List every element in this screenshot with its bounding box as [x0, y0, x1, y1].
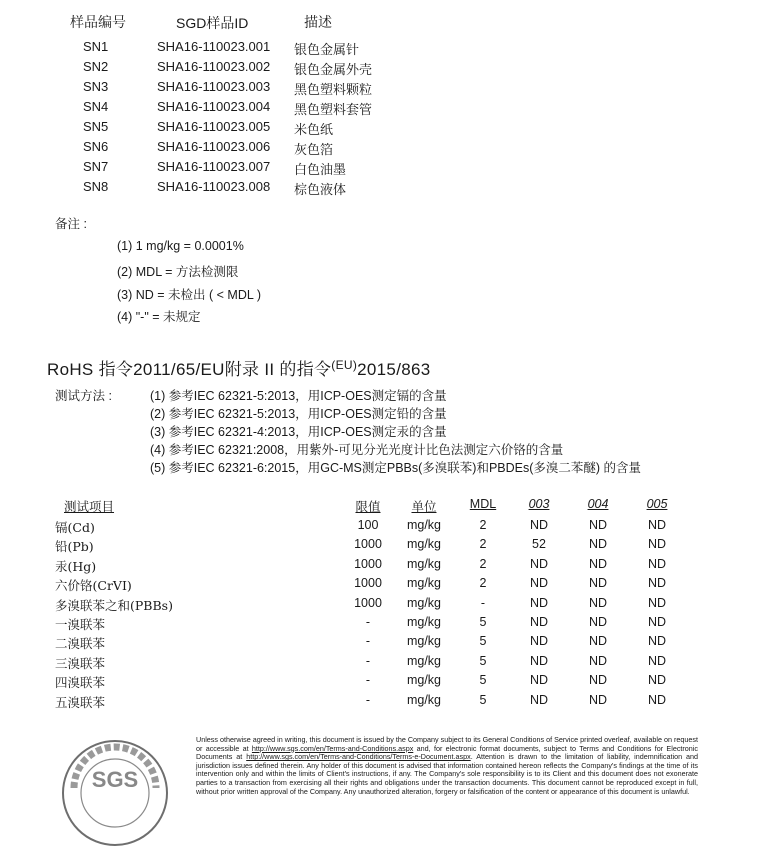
unit-value: mg/kg — [406, 518, 442, 532]
test-item: 铅(Pb) — [55, 539, 94, 555]
limit-value: - — [365, 615, 371, 629]
method-item: (1) 参考IEC 62321-5:2013，用ICP-OES测定镉的含量 — [150, 389, 447, 403]
sample-description: 米色纸 — [294, 123, 334, 138]
sample-description: 黑色塑料套管 — [294, 103, 373, 118]
sgs-seal — [60, 738, 170, 848]
results-header-003: 003 — [528, 497, 550, 511]
limit-value: 1000 — [354, 595, 382, 610]
result-004: ND — [588, 556, 608, 571]
section-title-year: 2015/863 — [357, 360, 431, 379]
mdl-value: 5 — [479, 673, 487, 688]
note-item: (4) "-" = 未规定 — [117, 310, 201, 324]
result-005: ND — [647, 692, 667, 707]
result-005: ND — [647, 634, 667, 649]
sample-no: SN4 — [83, 99, 109, 114]
method-item: (4) 参考IEC 62321:2008，用紫外-可见分光光度计比色法测定六价铬的含量 — [150, 443, 564, 457]
result-003: 52 — [532, 537, 546, 552]
result-003: ND — [529, 692, 549, 707]
result-005: ND — [647, 556, 667, 571]
test-item: 一溴联苯 — [55, 617, 106, 632]
sample-description: 棕色液体 — [294, 183, 347, 198]
mdl-value: 5 — [479, 653, 487, 668]
unit-value: mg/kg — [406, 615, 442, 629]
mdl-value: 2 — [479, 537, 487, 552]
result-003: ND — [529, 576, 549, 591]
result-003: ND — [529, 595, 549, 610]
limit-value: - — [365, 692, 371, 707]
result-005: ND — [647, 576, 667, 591]
test-item: 汞(Hg) — [55, 558, 97, 574]
result-005: ND — [647, 673, 667, 688]
legal-disclaimer — [196, 736, 698, 796]
results-header-limit: 限值 — [355, 500, 381, 514]
test-item: 镉(Cd) — [55, 520, 95, 535]
unit-value: mg/kg — [406, 692, 442, 707]
result-004: ND — [588, 615, 608, 629]
sgs-seal-icon — [60, 738, 170, 848]
mdl-value: 5 — [479, 615, 487, 629]
sgd-id-header: SGD样品ID — [176, 15, 249, 31]
section-title-eu: (EU) — [331, 358, 358, 372]
limit-value: 1000 — [354, 576, 382, 591]
sample-id: SHA16-110023.001 — [157, 39, 271, 54]
result-004: ND — [588, 673, 608, 688]
unit-value: mg/kg — [406, 576, 442, 591]
mdl-value: 5 — [479, 692, 487, 707]
sample-no-header: 样品编号 — [70, 14, 126, 30]
limit-value: 100 — [357, 518, 379, 532]
sample-id: SHA16-110023.003 — [157, 79, 271, 94]
unit-value: mg/kg — [406, 537, 442, 552]
method-item: (3) 参考IEC 62321-4:2013，用ICP-OES测定汞的含量 — [150, 425, 447, 439]
result-005: ND — [647, 653, 667, 668]
sample-no: SN3 — [83, 79, 109, 94]
section-title-main: RoHS 指令2011/65/EU附录 II 的指令 — [47, 360, 332, 379]
result-004: ND — [588, 653, 608, 668]
method-item: (2) 参考IEC 62321-5:2013，用ICP-OES测定铅的含量 — [150, 407, 447, 421]
notes-label: 备注 : — [55, 217, 87, 231]
test-item: 五溴联苯 — [55, 694, 106, 710]
result-005: ND — [647, 615, 667, 629]
terms-link[interactable]: http://www.sgs.com/en/Terms-and-Conditions.aspx — [251, 743, 414, 753]
unit-value: mg/kg — [406, 634, 442, 649]
result-003: ND — [529, 518, 549, 532]
note-item: (2) MDL = 方法检测限 — [117, 265, 239, 279]
test-item: 六价铬(CrVI) — [55, 578, 132, 594]
sample-no: SN1 — [83, 39, 109, 54]
disclaimer-text-b: and, for electronic format documents, subject to Terms and Conditions for Electronic Documents at — [196, 743, 698, 762]
unit-value: mg/kg — [406, 653, 442, 668]
results-header-005: 005 — [646, 497, 668, 511]
section-title — [47, 355, 430, 380]
results-header-item: 测试项目 — [64, 500, 115, 514]
note-item: (1) 1 mg/kg = 0.0001% — [117, 239, 244, 253]
sample-description: 白色油墨 — [294, 163, 347, 178]
sample-id: SHA16-110023.007 — [157, 159, 271, 174]
test-item: 二溴联苯 — [55, 636, 106, 652]
sample-description: 银色金属外壳 — [294, 63, 373, 78]
sample-id: SHA16-110023.002 — [157, 59, 271, 74]
sample-no: SN5 — [83, 119, 109, 134]
results-header-mdl: MDL — [469, 497, 497, 511]
test-item: 四溴联苯 — [55, 675, 106, 691]
result-004: ND — [588, 692, 608, 707]
result-003: ND — [529, 556, 549, 571]
test-item: 多溴联苯之和(PBBs) — [55, 597, 173, 613]
unit-value: mg/kg — [406, 673, 442, 688]
sample-description: 银色金属针 — [294, 43, 360, 58]
unit-value: mg/kg — [406, 556, 442, 571]
result-004: ND — [588, 634, 608, 649]
results-header-004: 004 — [587, 497, 609, 511]
mdl-value: 2 — [479, 576, 487, 591]
sample-no: SN7 — [83, 159, 109, 174]
methods-label: 测试方法 : — [55, 389, 112, 403]
result-003: ND — [529, 653, 549, 668]
limit-value: - — [365, 634, 371, 649]
sample-description: 灰色箔 — [294, 143, 334, 158]
result-005: ND — [647, 595, 667, 610]
limit-value: - — [365, 673, 371, 688]
sample-id: SHA16-110023.005 — [157, 119, 271, 134]
result-003: ND — [529, 673, 549, 688]
disclaimer-text-a: Unless otherwise agreed in writing, this document is issued by the Company subject to its General Conditions of Service printed overleaf, available on request or accessible at — [196, 735, 698, 753]
sample-no: SN6 — [83, 139, 109, 154]
sample-no: SN2 — [83, 59, 109, 74]
mdl-value: 5 — [479, 634, 487, 649]
limit-value: - — [365, 653, 371, 668]
result-003: ND — [529, 634, 549, 649]
description-header: 描述 — [304, 14, 332, 30]
result-003: ND — [529, 615, 549, 629]
note-item: (3) ND = 未检出 ( < MDL ) — [117, 288, 261, 302]
unit-value: mg/kg — [406, 595, 442, 610]
result-005: ND — [647, 537, 667, 552]
result-005: ND — [647, 518, 667, 532]
seal-logo-text: SGS — [91, 767, 139, 792]
sample-id: SHA16-110023.008 — [157, 179, 271, 194]
result-004: ND — [588, 595, 608, 610]
sample-no: SN8 — [83, 179, 109, 194]
disclaimer-text-c: . Attention is drawn to the limitation of liability, indemnification and jurisdiction issues defined therein. Any holder of this document is advised that information contained hereon reflects the Company's findings at the time of its intervention only and within the limits of Client's instructions, if any. The Company's sole responsibility is to its Client and this document does not exonerate parties to a transaction from exercising all their rights and obligations under the transaction documents. This document cannot be reproduced except in full, without prior written approval of the Company. Any unauthorized alteration, forgery or falsification of the content or appearance of this document is unlawful. — [196, 752, 699, 796]
test-item: 三溴联苯 — [55, 655, 106, 671]
e-document-terms-link[interactable]: http://www.sgs.com/en/Terms-and-Conditions/Terms-e-Document.aspx — [246, 752, 471, 762]
mdl-value: - — [480, 595, 486, 610]
limit-value: 1000 — [354, 556, 382, 571]
limit-value: 1000 — [354, 537, 382, 552]
sample-id: SHA16-110023.004 — [157, 99, 271, 114]
mdl-value: 2 — [479, 518, 487, 532]
results-header-unit: 单位 — [411, 500, 437, 514]
method-item: (5) 参考IEC 62321-6:2015，用GC-MS测定PBBs(多溴联苯)和PBDEs(多溴二苯醚) 的含量 — [150, 461, 642, 475]
result-004: ND — [588, 537, 608, 552]
mdl-value: 2 — [479, 556, 487, 571]
sample-id: SHA16-110023.006 — [157, 139, 271, 154]
sample-description: 黑色塑料颗粒 — [294, 83, 373, 98]
result-004: ND — [588, 576, 608, 591]
result-004: ND — [588, 518, 608, 532]
